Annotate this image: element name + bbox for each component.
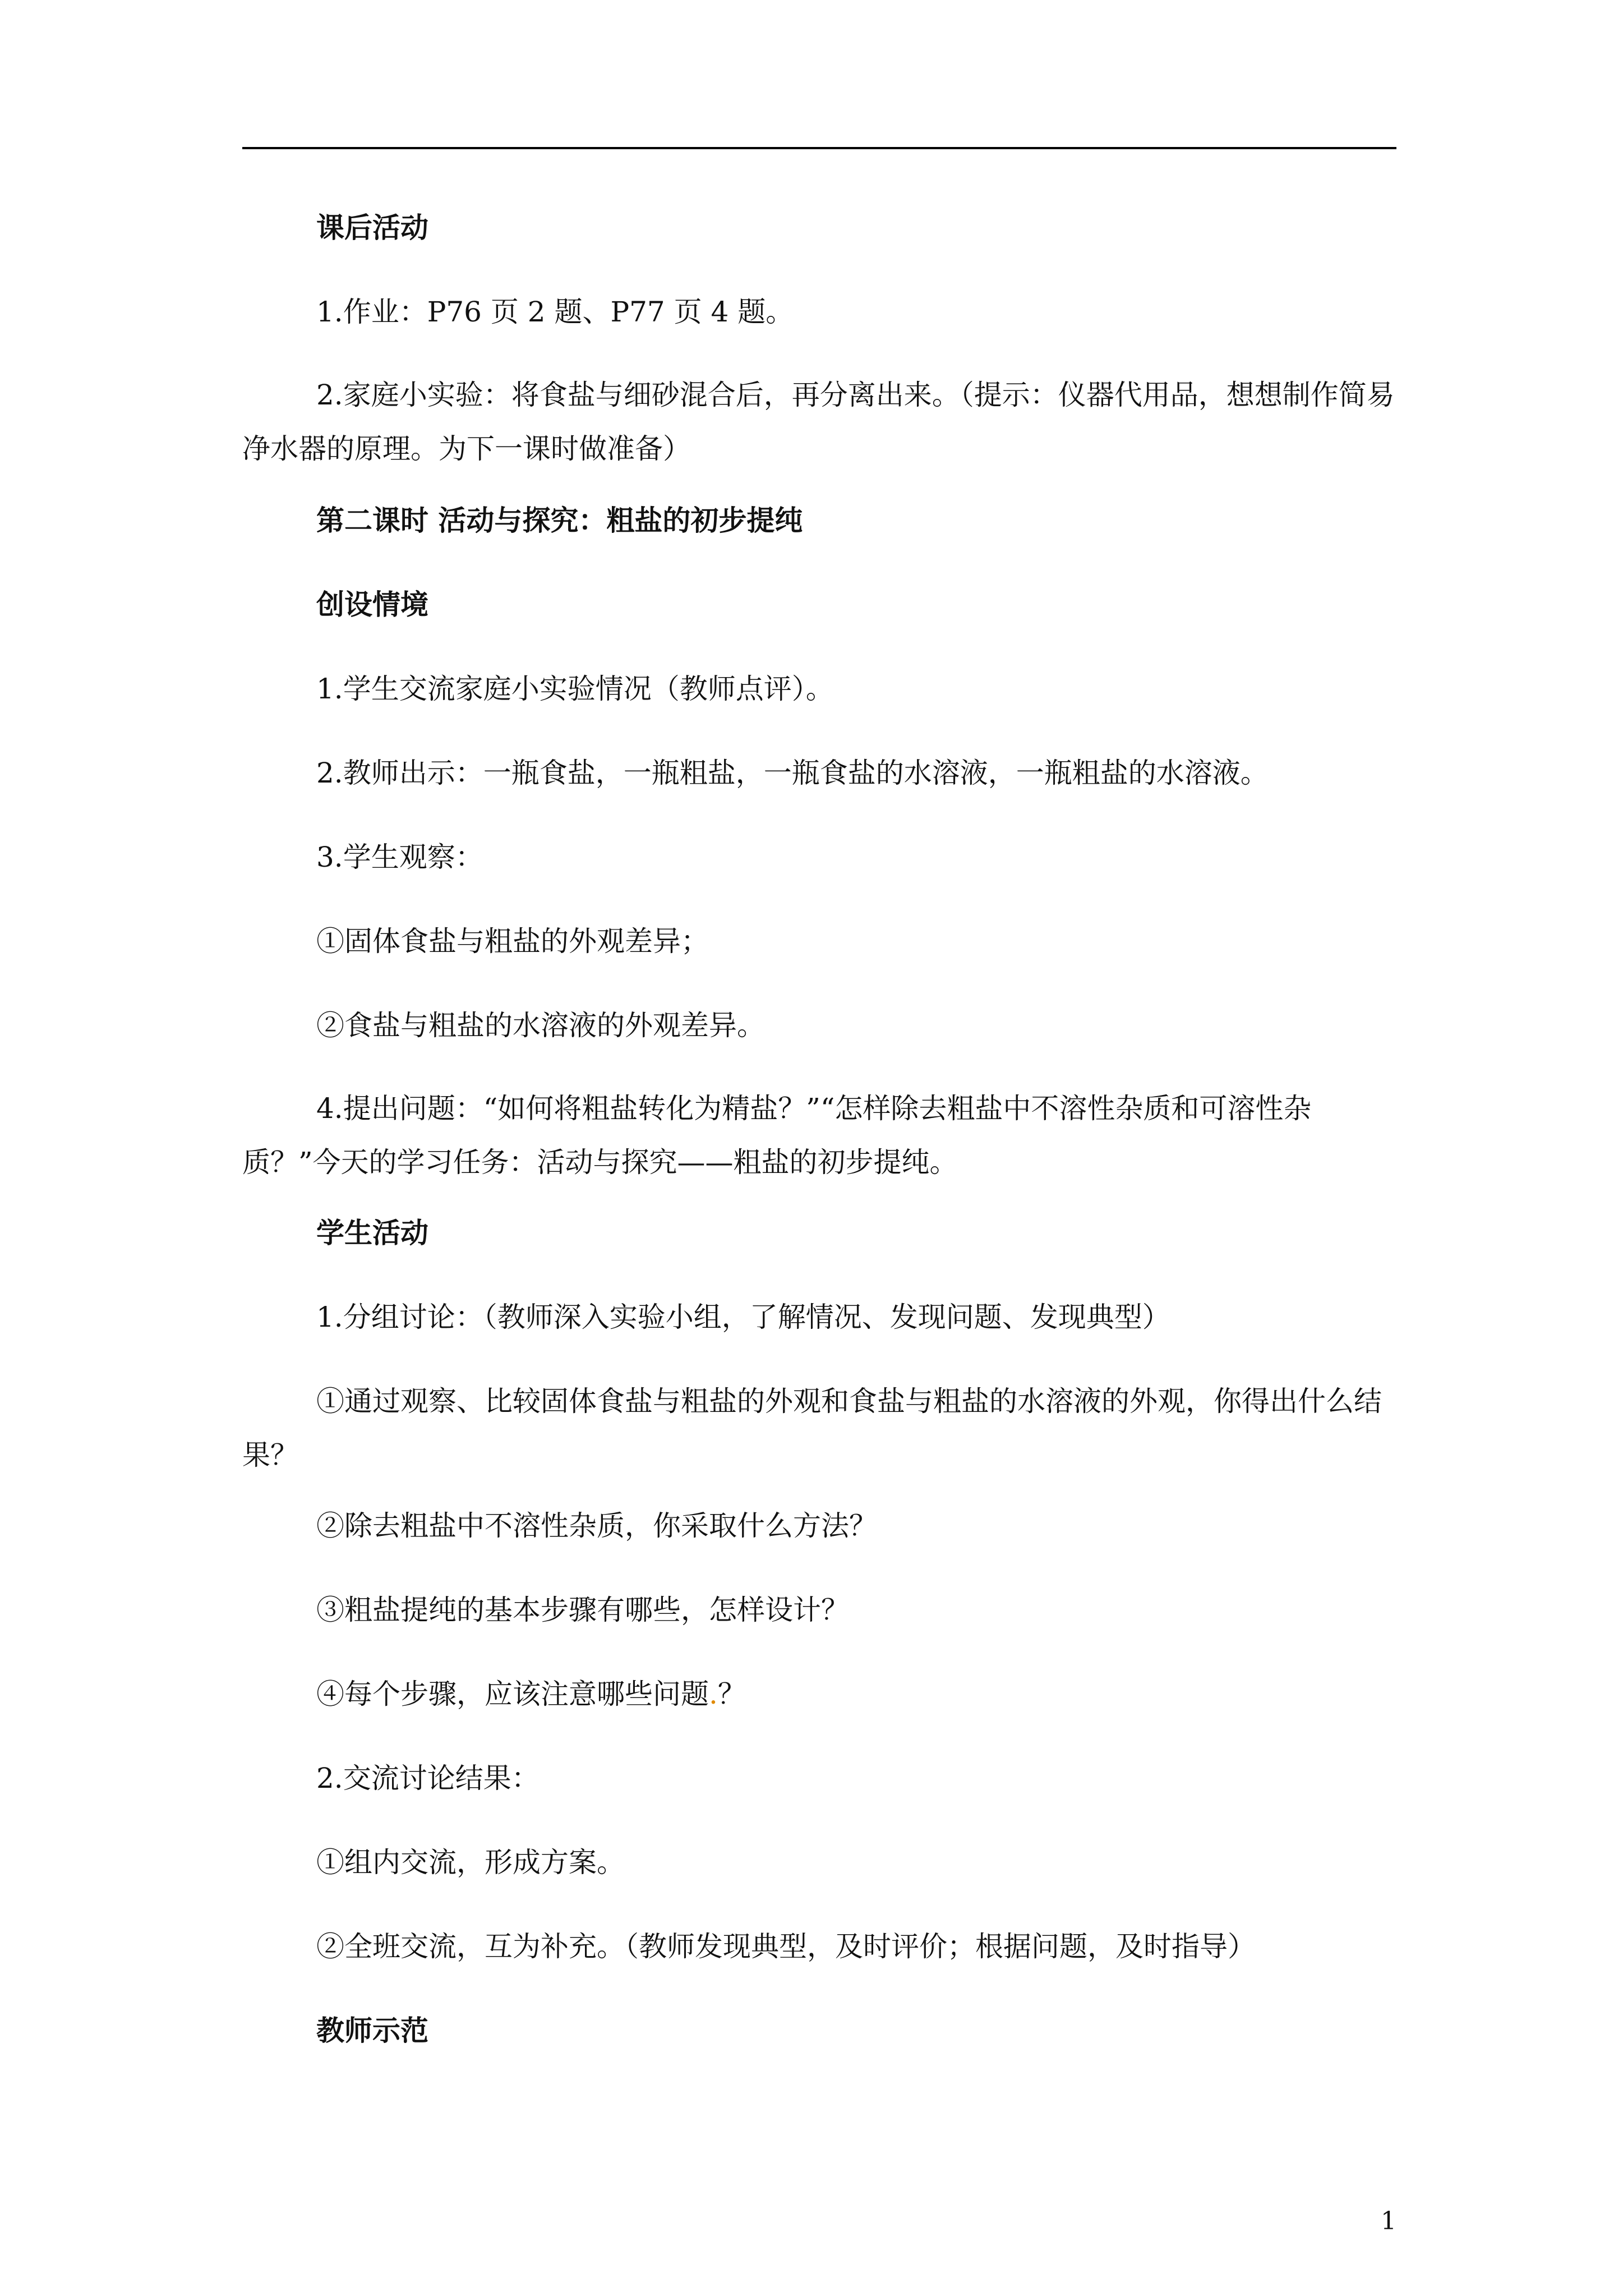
exchange-item-1: ①组内交流，形成方案。 xyxy=(316,1846,625,1879)
discussion-question-1: ①通过观察、比较固体食盐与粗盐的外观和食盐与粗盐的水溶液的外观，你得出什么结果？ xyxy=(242,1385,1382,1471)
observation-item-2: ②食盐与粗盐的水溶液的外观差异。 xyxy=(316,1009,765,1042)
orange-dot-mark: . xyxy=(709,1678,718,1710)
discussion-question-3: ③粗盐提纯的基本步骤有哪些，怎样设计？ xyxy=(316,1594,849,1626)
scenario-item-1: 1.学生交流家庭小实验情况（教师点评）。 xyxy=(316,673,834,705)
scenario-item-3: 3.学生观察： xyxy=(316,841,483,873)
exchange-item-2: ②全班交流，互为补充。（教师发现典型，及时评价；根据问题，及时指导） xyxy=(316,1930,1256,1963)
exchange-results-heading: 2.交流讨论结果： xyxy=(316,1762,540,1795)
lesson-two-title: 第二课时 活动与探究：粗盐的初步提纯 xyxy=(316,504,803,537)
section-heading-teacher-demo: 教师示范 xyxy=(316,2014,428,2047)
header-rule xyxy=(242,147,1396,149)
observation-item-1: ①固体食盐与粗盐的外观差异； xyxy=(316,925,709,958)
section-heading-after-class: 课后活动 xyxy=(316,211,428,244)
discussion-question-2: ②除去粗盐中不溶性杂质，你采取什么方法？ xyxy=(316,1510,877,1542)
question-paragraph: 4.提出问题：“如何将粗盐转化为精盐？”“怎样除去粗盐中不溶性杂质和可溶性杂质？”今天的学习任务：活动与探究——粗盐的初步提纯。 xyxy=(242,1092,1312,1179)
scenario-item-2: 2.教师出示：一瓶食盐，一瓶粗盐，一瓶食盐的水溶液，一瓶粗盐的水溶液。 xyxy=(316,757,1269,789)
page-number: 1 xyxy=(1381,2207,1396,2235)
discussion-question-4-suffix: ？ xyxy=(717,1678,746,1710)
section-heading-student-activity: 学生活动 xyxy=(316,1216,428,1249)
homework-line: 1.作业：P76 页 2 题、P77 页 4 题。 xyxy=(316,296,794,328)
home-experiment-paragraph: 2.家庭小实验：将食盐与细砂混合后，再分离出来。（提示：仪器代用品，想想制作简易净水器的原理。为下一课时做准备） xyxy=(242,379,1395,465)
discussion-item-1: 1.分组讨论：（教师深入实验小组，了解情况、发现问题、发现典型） xyxy=(316,1301,1170,1333)
section-heading-scenario: 创设情境 xyxy=(316,588,428,621)
discussion-question-4-text: ④每个步骤，应该注意哪些问题 xyxy=(316,1678,709,1710)
discussion-question-4 xyxy=(242,1667,1396,1721)
